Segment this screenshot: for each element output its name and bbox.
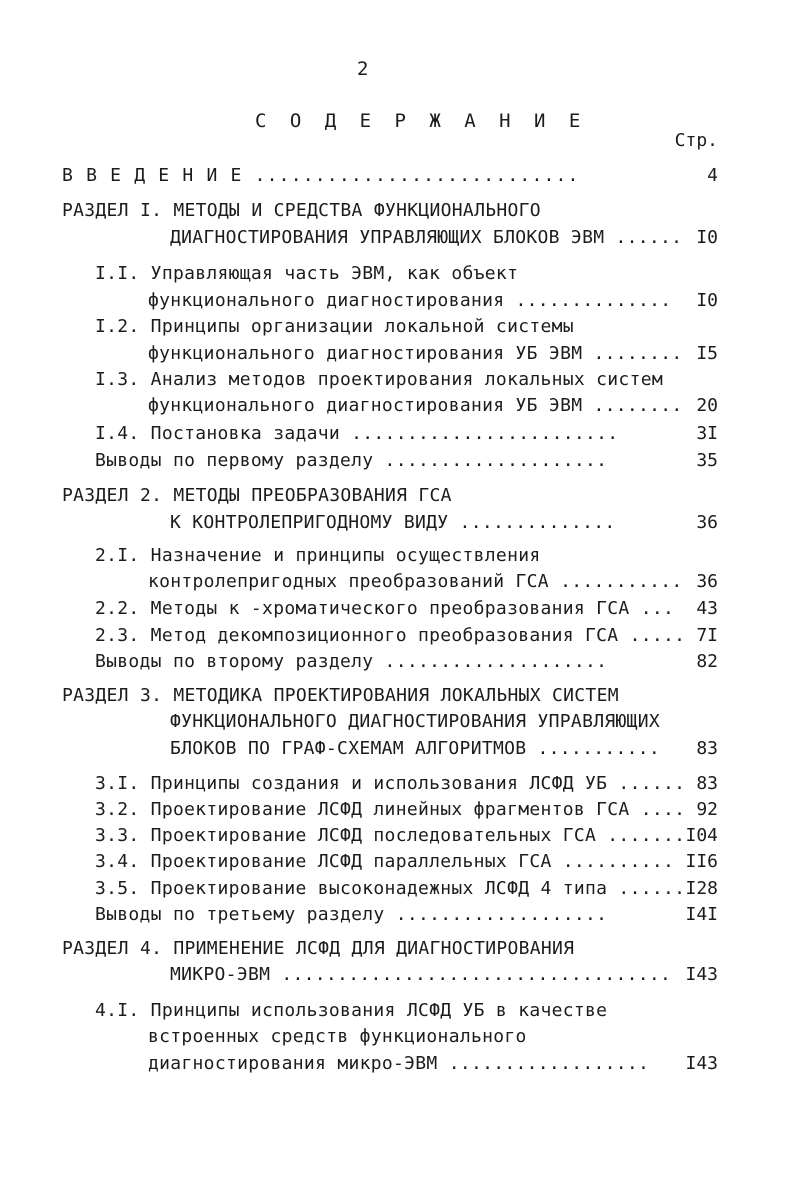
toc-page: 7I xyxy=(696,625,718,646)
toc-line: I.4. Постановка задачи ........................ xyxy=(95,423,619,444)
toc-line: 3.3. Проектирование ЛСФД последовательных ГСА ....... xyxy=(95,825,686,846)
toc-line: функционального диагностирования УБ ЭВМ ........ xyxy=(148,395,683,416)
toc-page: I43 xyxy=(685,1053,718,1074)
toc-page: 83 xyxy=(696,738,718,759)
toc-page: 36 xyxy=(696,512,718,533)
toc-page: I28 xyxy=(685,878,718,899)
toc-line: 2.3. Метод декомпозиционного преобразования ГСА ..... xyxy=(95,625,686,646)
toc-line: МИКРО-ЭВМ ................................... xyxy=(170,964,672,985)
toc-line: диагностирования микро-ЭВМ .................. xyxy=(148,1053,650,1074)
toc-page: 36 xyxy=(696,571,718,592)
toc-page: 43 xyxy=(696,598,718,619)
toc-page: I0 xyxy=(696,227,718,248)
contents-title: С О Д Е Р Ж А Н И Е xyxy=(255,110,587,132)
toc-line: РАЗДЕЛ 3. МЕТОДИКА ПРОЕКТИРОВАНИЯ ЛОКАЛЬНЫХ СИСТЕМ xyxy=(62,685,619,706)
toc-line: I.3. Анализ методов проектирования локальных систем xyxy=(95,369,663,390)
toc-page: 3I xyxy=(696,423,718,444)
toc-line: 2.2. Методы к -хроматического преобразования ГСА ... xyxy=(95,598,675,619)
page-column-header: Стр. xyxy=(674,130,718,151)
toc-line: функционального диагностирования УБ ЭВМ ........ xyxy=(148,343,683,364)
toc-page: 82 xyxy=(696,651,718,672)
toc-line: контролепригодных преобразований ГСА ........... xyxy=(148,571,683,592)
toc-line: ДИАГНОСТИРОВАНИЯ УПРАВЛЯЮЩИХ БЛОКОВ ЭВМ ...... xyxy=(170,227,683,248)
toc-line: 3.2. Проектирование ЛСФД линейных фрагментов ГСА .... xyxy=(95,799,686,820)
toc-page: I04 xyxy=(685,825,718,846)
toc-line: БЛОКОВ ПО ГРАФ-СХЕМАМ АЛГОРИТМОВ ........... xyxy=(170,738,661,759)
toc-line: РАЗДЕЛ 2. МЕТОДЫ ПРЕОБРАЗОВАНИЯ ГСА xyxy=(62,485,452,506)
toc-page: 83 xyxy=(696,773,718,794)
toc-line: ФУНКЦИОНАЛЬНОГО ДИАГНОСТИРОВАНИЯ УПРАВЛЯЮЩИХ xyxy=(170,711,661,732)
toc-page: I0 xyxy=(696,290,718,311)
toc-page: I43 xyxy=(685,964,718,985)
toc-line: 3.5. Проектирование высоконадежных ЛСФД 4 типа ...... xyxy=(95,878,686,899)
toc-line: Выводы по первому разделу .................... xyxy=(95,450,608,471)
toc-page: I5 xyxy=(696,343,718,364)
toc-line: встроенных средств функционального xyxy=(148,1026,527,1047)
toc-page: 20 xyxy=(696,395,718,416)
toc-line: I.I. Управляющая часть ЭВМ, как объект xyxy=(95,263,519,284)
toc-line: I.2. Принципы организации локальной системы xyxy=(95,316,574,337)
toc-page: 4 xyxy=(707,165,718,186)
toc-page: 35 xyxy=(696,450,718,471)
toc-line: Выводы по третьему разделу ................... xyxy=(95,904,608,925)
toc-line: В В Е Д Е Н И Е ........................... xyxy=(62,165,580,186)
toc-page: I4I xyxy=(685,904,718,925)
toc-page: II6 xyxy=(685,851,718,872)
toc-line: функционального диагностирования .............. xyxy=(148,290,672,311)
toc-line: 3.4. Проектирование ЛСФД параллельных ГСА .......... xyxy=(95,851,675,872)
page-number: 2 xyxy=(357,58,369,80)
toc-page: 92 xyxy=(696,799,718,820)
toc-line: РАЗДЕЛ 4. ПРИМЕНЕНИЕ ЛСФД ДЛЯ ДИАГНОСТИРОВАНИЯ xyxy=(62,938,575,959)
toc-line: К КОНТРОЛЕПРИГОДНОМУ ВИДУ .............. xyxy=(170,512,616,533)
toc-line: 2.I. Назначение и принципы осуществления xyxy=(95,545,541,566)
toc-line: 3.I. Принципы создания и использования ЛСФД УБ ...... xyxy=(95,773,686,794)
toc-line: РАЗДЕЛ I. МЕТОДЫ И СРЕДСТВА ФУНКЦИОНАЛЬНОГО xyxy=(62,200,541,221)
toc-line: Выводы по второму разделу .................... xyxy=(95,651,608,672)
toc-line: 4.I. Принципы использования ЛСФД УБ в качестве xyxy=(95,1000,608,1021)
